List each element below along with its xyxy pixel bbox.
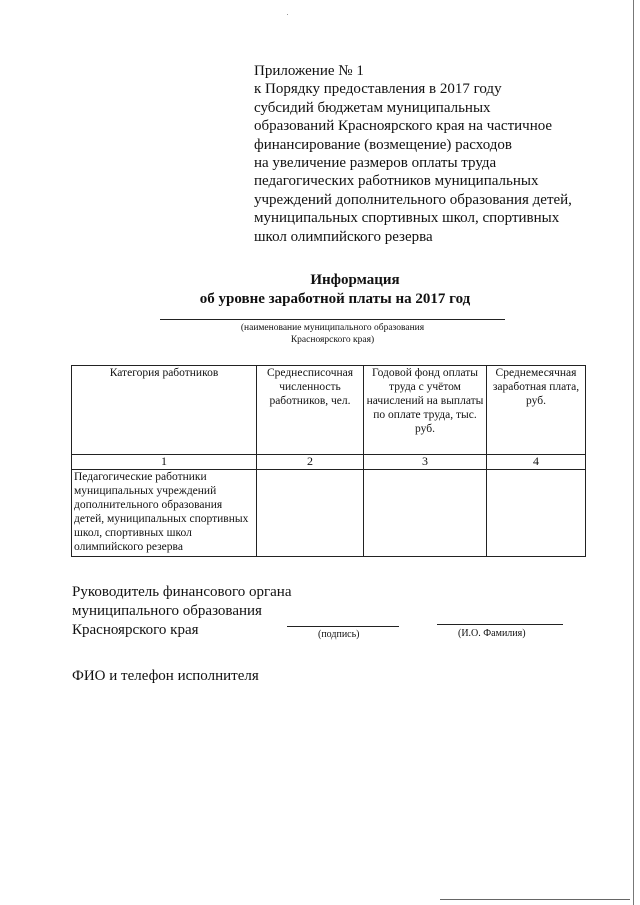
- row-annual-fund-cell[interactable]: [364, 470, 487, 557]
- salary-info-table: [71, 365, 586, 557]
- appendix-line: школ олимпийского резерва: [254, 228, 433, 245]
- appendix-line: на увеличение размеров оплаты труда: [254, 155, 497, 172]
- appendix-header: [254, 62, 614, 246]
- header-category: Категория работников: [72, 366, 257, 455]
- signature-line1: Руководитель финансового органа: [72, 584, 292, 600]
- scan-edge-bottom: [440, 899, 630, 900]
- document-subtitle: об уровне заработной платы на 2017 год: [199, 291, 471, 307]
- signature-line3: Красноярского края: [72, 622, 199, 638]
- name-blank-line: [437, 624, 563, 625]
- table-header-row: [72, 366, 586, 455]
- table-row: [72, 470, 586, 557]
- municipality-blank-line: [160, 319, 505, 320]
- table-number-row: [72, 455, 586, 470]
- row-avg-salary-cell[interactable]: [487, 470, 586, 557]
- column-number: 2: [257, 455, 364, 470]
- scan-edge-right: [633, 0, 634, 905]
- column-number: 4: [487, 455, 586, 470]
- signature-line2: муниципального образования: [72, 603, 262, 619]
- name-caption: (И.О. Фамилия): [458, 628, 526, 639]
- appendix-line: субсидий бюджетам муниципальных: [254, 99, 491, 116]
- scan-speck: [287, 14, 288, 15]
- row-headcount-cell[interactable]: [257, 470, 364, 557]
- appendix-line: учреждений дополнительного образования детей,: [254, 191, 572, 208]
- column-number: 1: [72, 455, 257, 470]
- signature-blank-line: [287, 626, 399, 627]
- row-category: Педагогические работники муниципальных учреждений дополнительного образования детей, муниципальных спортивных школ, спортивных школ олимпийского резерва: [72, 470, 257, 557]
- appendix-line: образований Красноярского края на частичное: [254, 118, 553, 135]
- municipality-caption: [160, 322, 505, 346]
- municipality-caption-line1: (наименование муниципального образования: [240, 323, 425, 333]
- appendix-line: педагогических работников муниципальных: [254, 173, 539, 190]
- appendix-line: Приложение № 1: [254, 63, 364, 79]
- appendix-line: к Порядку предоставления в 2017 году: [254, 81, 502, 98]
- header-annual-fund: Годовой фонд оплаты труда с учётом начислений на выплаты по оплате труда, тыс. руб.: [364, 366, 487, 455]
- header-avg-salary: Среднемесячная заработная плата, руб.: [487, 366, 586, 455]
- appendix-line: муниципальных спортивных школ, спортивных: [254, 210, 560, 227]
- column-number: 3: [364, 455, 487, 470]
- signature-block: [72, 583, 292, 640]
- appendix-line: финансирование (возмещение) расходов: [254, 136, 512, 153]
- executor-label: ФИО и телефон исполнителя: [72, 668, 259, 684]
- header-headcount: Среднесписочная численность работников, чел.: [257, 366, 364, 455]
- signature-caption: (подпись): [318, 629, 360, 640]
- document-title: Информация: [310, 272, 400, 288]
- municipality-caption-line2: Красноярского края): [290, 335, 375, 345]
